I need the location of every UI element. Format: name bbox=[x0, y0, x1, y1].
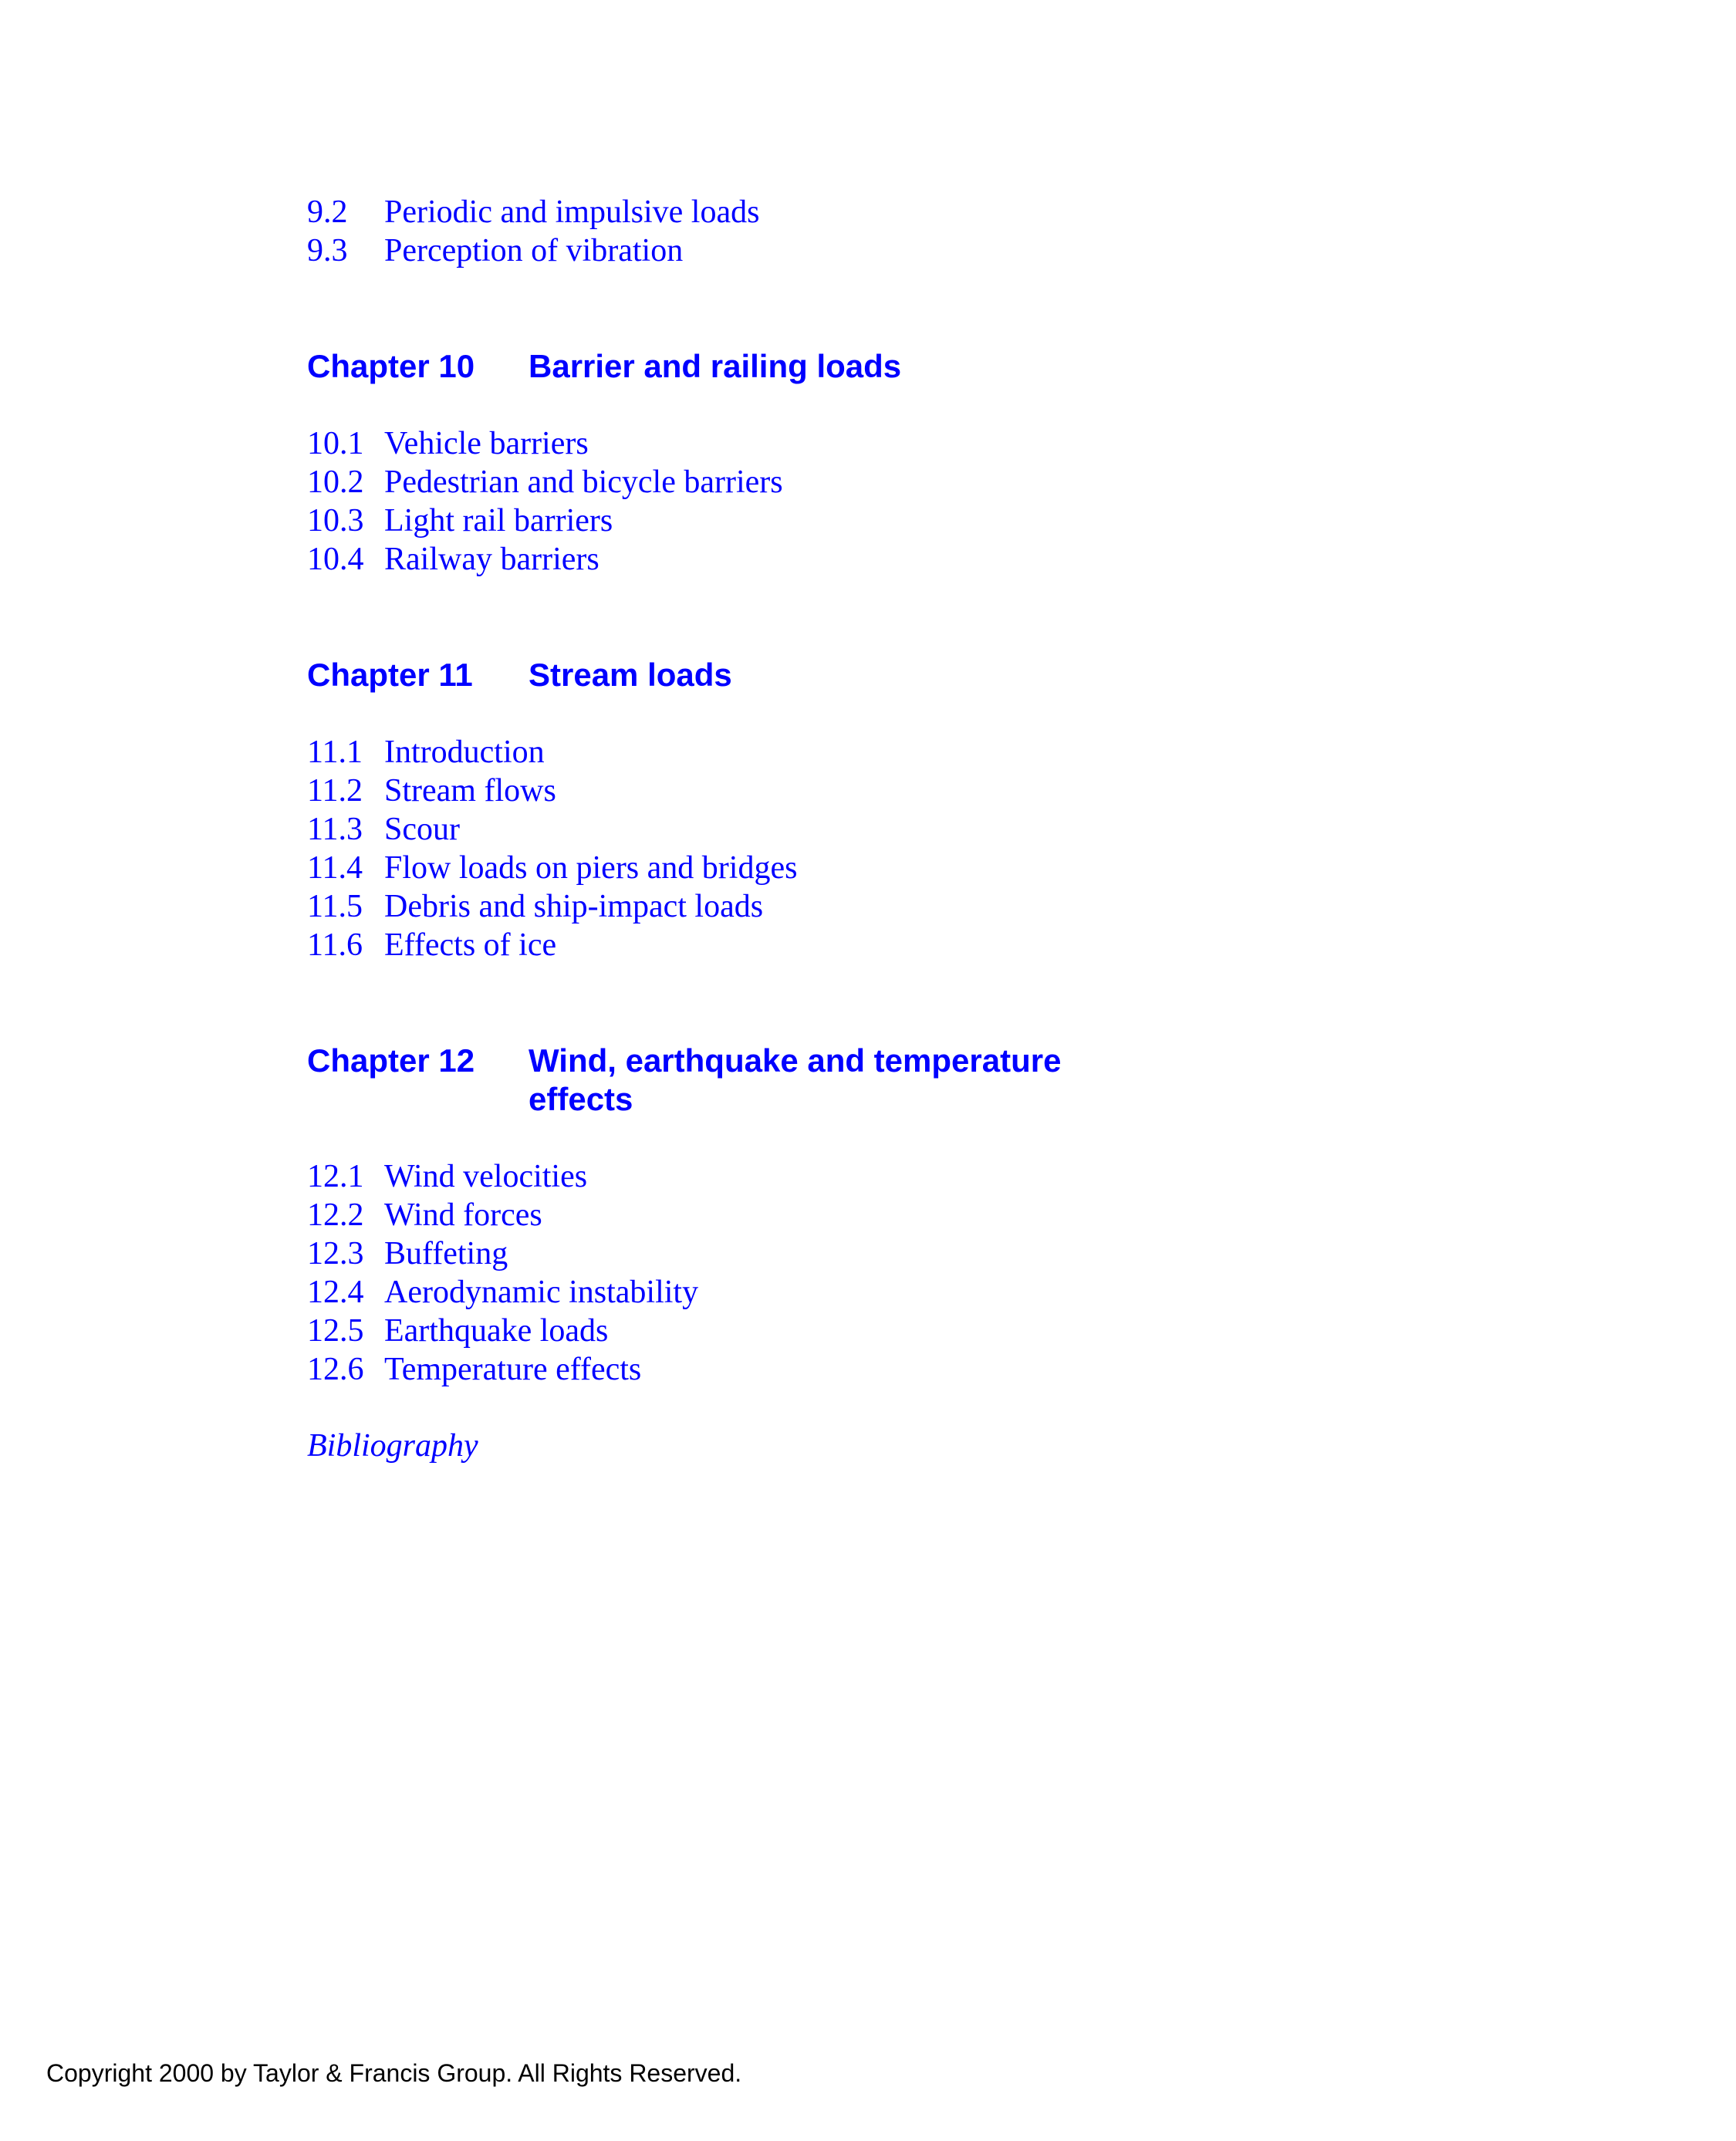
section-number: 12.4 bbox=[307, 1275, 364, 1310]
section-number: 12.5 bbox=[307, 1313, 364, 1349]
section-title: Scour bbox=[384, 812, 460, 847]
section-number: 10.3 bbox=[307, 503, 364, 539]
section-title: Vehicle barriers bbox=[384, 426, 589, 461]
chapter-title: Stream loads bbox=[529, 657, 732, 693]
toc-entry-9-3[interactable] bbox=[307, 231, 1464, 270]
chapter-number: Chapter 10 bbox=[307, 348, 475, 384]
toc-entry-11-5[interactable] bbox=[307, 887, 1464, 926]
chapter-number: Chapter 12 bbox=[307, 1042, 475, 1079]
section-title: Earthquake loads bbox=[384, 1313, 609, 1349]
section-title: Aerodynamic instability bbox=[384, 1275, 699, 1310]
chapter-number: Chapter 11 bbox=[307, 657, 473, 693]
section-title: Pedestrian and bicycle barriers bbox=[384, 464, 783, 500]
toc-entry-10-1[interactable] bbox=[307, 424, 1464, 463]
toc-entry-12-5[interactable] bbox=[307, 1312, 1464, 1350]
toc-entry-12-6[interactable] bbox=[307, 1350, 1464, 1389]
toc-entry-11-2[interactable] bbox=[307, 772, 1464, 810]
section-title: Perception of vibration bbox=[384, 233, 684, 268]
section-title: Buffeting bbox=[384, 1236, 508, 1271]
section-title: Introduction bbox=[384, 734, 545, 770]
section-title: Flow loads on piers and bridges bbox=[384, 850, 798, 886]
toc-entry-11-4[interactable] bbox=[307, 849, 1464, 887]
section-number: 11.2 bbox=[307, 773, 363, 809]
section-title: Effects of ice bbox=[384, 927, 557, 963]
section-number: 10.2 bbox=[307, 464, 364, 500]
section-title: Light rail barriers bbox=[384, 503, 613, 539]
chapter-10-heading[interactable] bbox=[307, 347, 1464, 386]
toc-entry-9-2[interactable] bbox=[307, 193, 1464, 231]
section-number: 11.3 bbox=[307, 812, 363, 847]
section-number: 11.1 bbox=[307, 734, 363, 770]
section-title: Wind forces bbox=[384, 1197, 542, 1233]
toc-entry-12-3[interactable] bbox=[307, 1234, 1464, 1273]
section-title: Stream flows bbox=[384, 773, 556, 809]
chapter-12-heading[interactable] bbox=[307, 1042, 1464, 1119]
chapter-title: Barrier and railing loads bbox=[529, 348, 902, 384]
toc-entry-12-2[interactable] bbox=[307, 1196, 1464, 1234]
section-title: Wind velocities bbox=[384, 1159, 588, 1194]
section-number: 12.3 bbox=[307, 1236, 364, 1271]
section-number: 12.1 bbox=[307, 1159, 364, 1194]
section-title: Railway barriers bbox=[384, 542, 599, 577]
table-of-contents bbox=[307, 193, 1464, 1465]
section-number: 11.6 bbox=[307, 927, 363, 963]
section-title: Periodic and impulsive loads bbox=[384, 194, 760, 230]
toc-entry-12-1[interactable] bbox=[307, 1157, 1464, 1196]
section-number: 10.4 bbox=[307, 542, 364, 577]
section-number: 11.5 bbox=[307, 889, 363, 924]
toc-entry-11-3[interactable] bbox=[307, 810, 1464, 849]
section-number: 10.1 bbox=[307, 426, 364, 461]
toc-entry-10-4[interactable] bbox=[307, 540, 1464, 579]
chapter-title: Wind, earthquake and temperature effects bbox=[529, 1042, 1062, 1117]
section-title: Debris and ship-impact loads bbox=[384, 889, 764, 924]
toc-entry-11-1[interactable] bbox=[307, 733, 1464, 772]
section-number: 9.2 bbox=[307, 194, 348, 230]
toc-entry-11-6[interactable] bbox=[307, 926, 1464, 964]
section-title: Temperature effects bbox=[384, 1352, 642, 1387]
section-number: 12.6 bbox=[307, 1352, 364, 1387]
section-number: 11.4 bbox=[307, 850, 363, 886]
copyright-footer: Copyright 2000 by Taylor & Francis Group. All Rights Reserved. bbox=[46, 2059, 742, 2087]
section-number: 12.2 bbox=[307, 1197, 364, 1233]
toc-entry-12-4[interactable] bbox=[307, 1273, 1464, 1312]
chapter-11-heading[interactable] bbox=[307, 656, 1464, 694]
bibliography-link[interactable]: Bibliography bbox=[307, 1428, 478, 1464]
section-number: 9.3 bbox=[307, 233, 348, 268]
toc-entry-10-2[interactable] bbox=[307, 463, 1464, 501]
toc-entry-10-3[interactable] bbox=[307, 501, 1464, 540]
